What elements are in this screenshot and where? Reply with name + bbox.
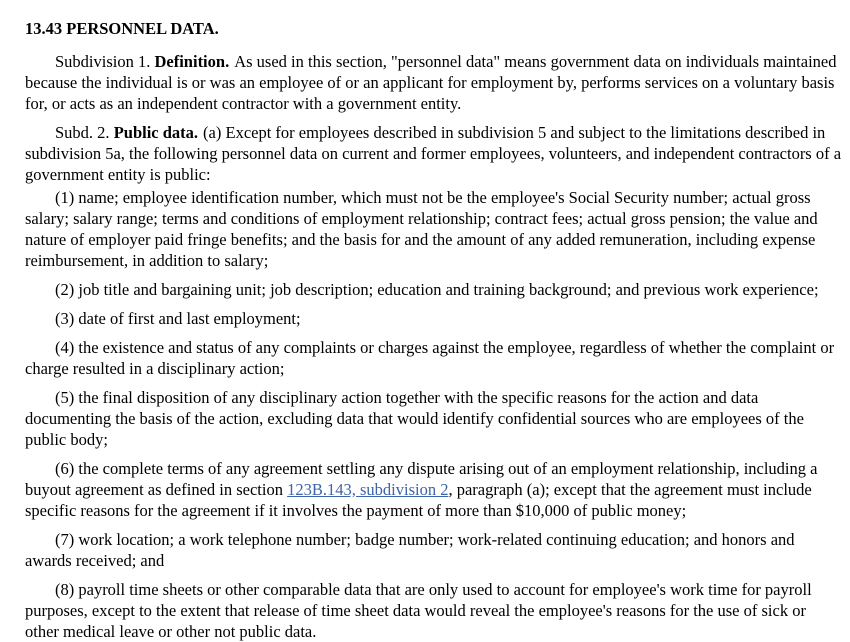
clause-6-text-before: (6) the complete terms of any agreement settling any dispute arising out of an employment relationship, including a buyout agreement as defined in section bbox=[25, 459, 818, 499]
clause-8: (8) payroll time sheets or other comparable data that are only used to account for employee's work time for payroll purposes, except to the extent that release of time sheet data would reveal the employee's reasons for the use of sick or other medical leave or other not public data. bbox=[25, 580, 812, 641]
clause-1: (1) name; employee identification number, which must not be the employee's Social Security number; actual gross salary; salary range; terms and conditions of employment relationship; contract fees; actual gross pension; the value and nature of employer paid fringe benefits; and the basis for and the amount of any added remuneration, including expense reimbursement, in addition to salary; bbox=[25, 188, 818, 270]
clause-7: (7) work location; a work telephone number; badge number; work-related continuing education; and honors and awards received; and bbox=[25, 530, 795, 570]
subdivision-1-paragraph bbox=[25, 51, 843, 114]
subd-2-label: Subd. 2. bbox=[55, 123, 114, 142]
clause-6 bbox=[25, 458, 843, 521]
statute-link-123B-143-subdivision-2[interactable]: 123B.143, subdivision 2 bbox=[287, 480, 449, 499]
clause-3: (3) date of first and last employment; bbox=[55, 309, 301, 328]
subdivision-1-text: As used in this section, "personnel data" means government data on individuals maintained because the individual is or was an employee of or an applicant for employment by, performs services on a voluntary basis for, or acts as an independent contractor with a government entity. bbox=[25, 52, 837, 113]
subd-2-text: (a) Except for employees described in subdivision 5 and subject to the limitations described in subdivision 5a, the following personnel data on current and former employees, volunteers, and independent contractors of a government entity is public: bbox=[25, 123, 842, 184]
subdivision-1-label: Subdivision 1. bbox=[55, 52, 155, 71]
clause-6-text-after: , paragraph (a); except that the agreement must include specific reasons for the agreement if it involves the payment of more than $10,000 of public money; bbox=[25, 480, 812, 520]
section-heading: 13.43 PERSONNEL DATA. bbox=[25, 19, 219, 38]
clause-4: (4) the existence and status of any complaints or charges against the employee, regardless of whether the complaint or charge resulted in a disciplinary action; bbox=[25, 338, 835, 378]
subdivision-1-title: Definition. bbox=[154, 52, 230, 71]
subd-2-paragraph bbox=[25, 122, 843, 185]
clause-5: (5) the final disposition of any disciplinary action together with the specific reasons for the action and data documenting the basis of the action, excluding data that would identify confidential sources who are employees of the public body; bbox=[25, 388, 804, 449]
clause-2: (2) job title and bargaining unit; job description; education and training background; and previous work experience; bbox=[55, 280, 819, 299]
subd-2-title: Public data. bbox=[113, 123, 199, 142]
